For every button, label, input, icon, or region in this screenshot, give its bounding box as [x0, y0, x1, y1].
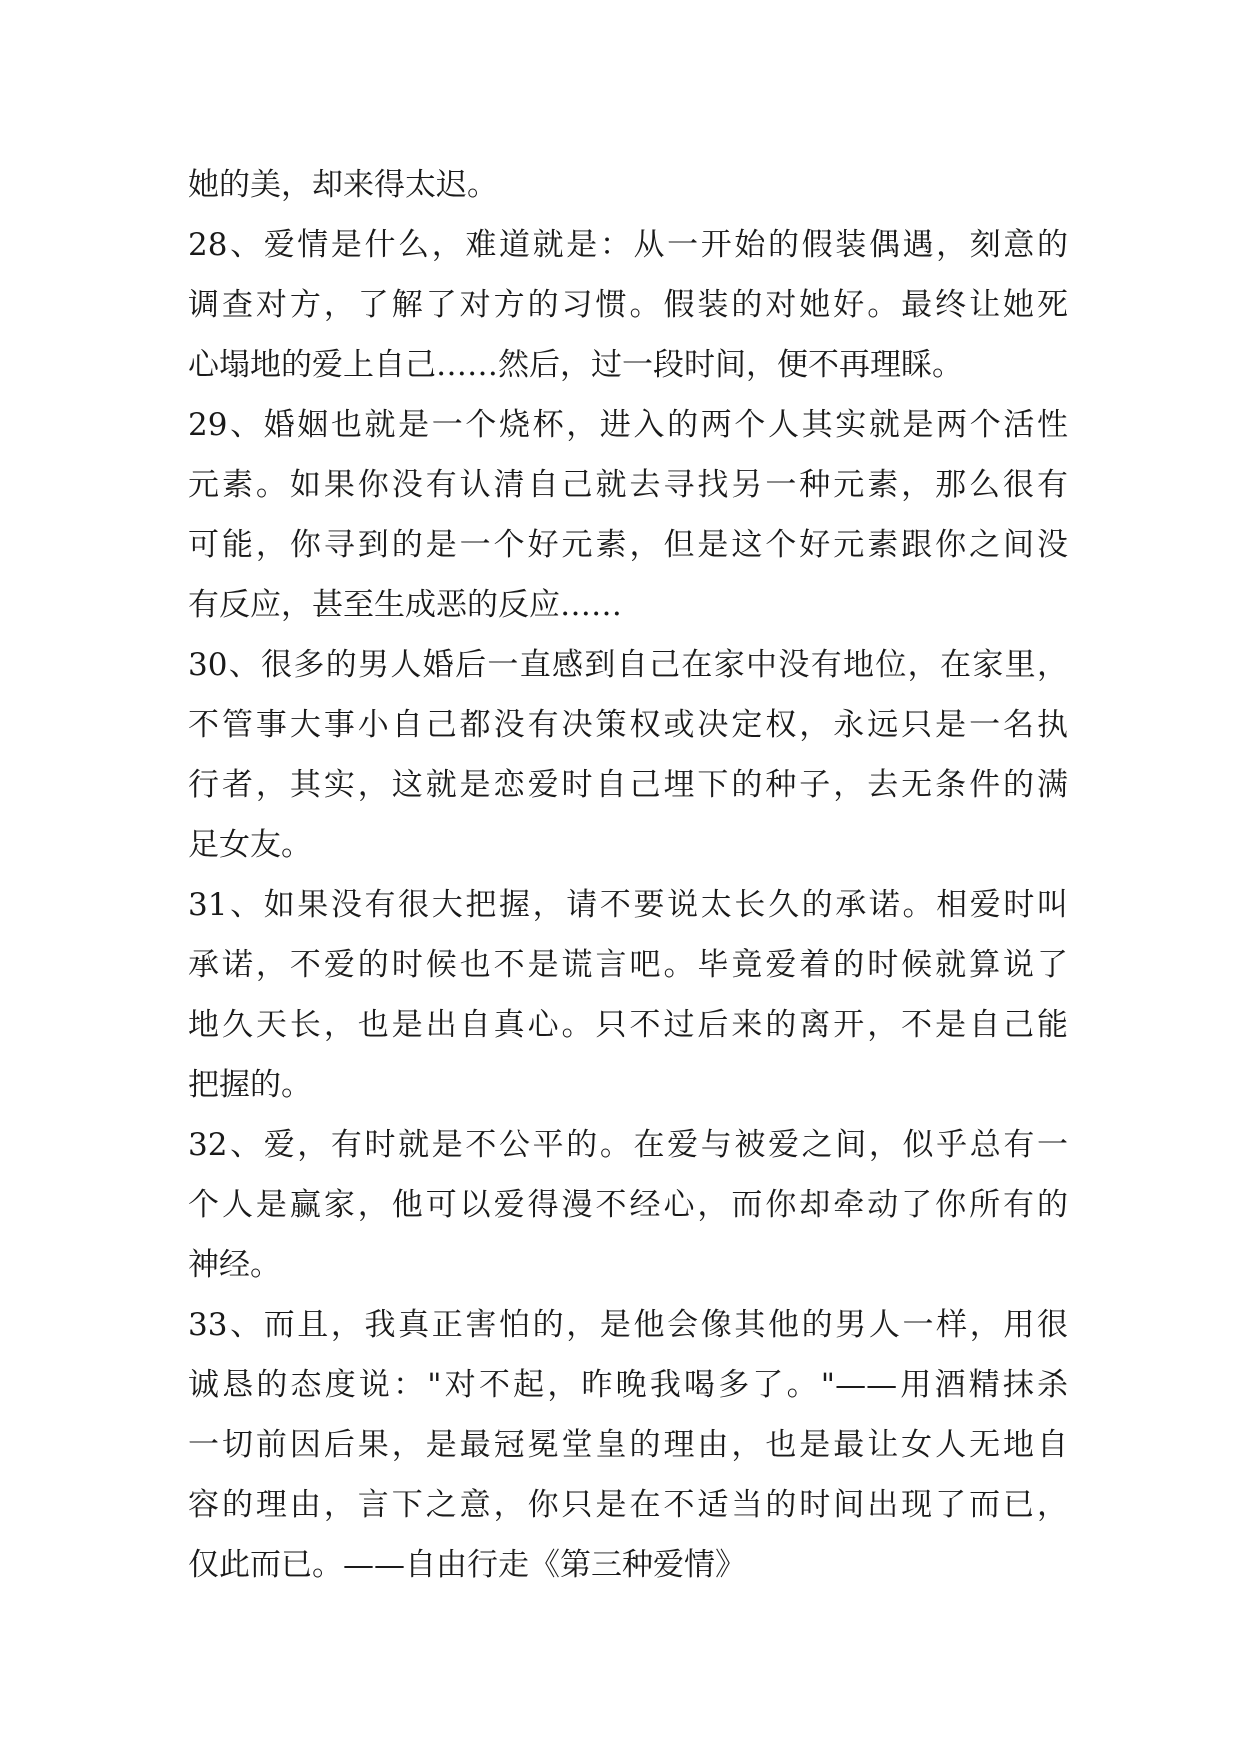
text-line: 29、婚姻也就是一个烧杯，进入的两个人其实就是两个活性: [188, 407, 1068, 443]
text-line: 30、很多的男人婚后一直感到自己在家中没有地位，在家里，: [188, 647, 1068, 683]
text-line: 地久天长，也是出自真心。只不过后来的离开，不是自己能: [188, 1007, 1068, 1043]
text-line: 把握的。: [188, 1067, 312, 1103]
text-line: 33、而且，我真正害怕的，是他会像其他的男人一样，用很: [188, 1307, 1068, 1343]
text-line: 行者，其实，这就是恋爱时自己埋下的种子，去无条件的满: [188, 767, 1068, 803]
text-line: 神经。: [188, 1247, 281, 1283]
text-line: 可能，你寻到的是一个好元素，但是这个好元素跟你之间没: [188, 527, 1068, 563]
text-line: 仅此而已。——自由行走《第三种爱情》: [188, 1547, 746, 1583]
text-line: 足女友。: [188, 827, 312, 863]
text-line: 一切前因后果，是最冠冕堂皇的理由，也是最让女人无地自: [188, 1427, 1068, 1463]
text-line: 31、如果没有很大把握，请不要说太长久的承诺。相爱时叫: [188, 887, 1068, 923]
text-line: 个人是赢家，他可以爱得漫不经心，而你却牵动了你所有的: [188, 1187, 1068, 1223]
text-line: 她的美，却来得太迟。: [188, 167, 498, 203]
text-line: 承诺，不爱的时候也不是谎言吧。毕竟爱着的时候就算说了: [188, 947, 1068, 983]
text-line: 不管事大事小自己都没有决策权或决定权，永远只是一名执: [188, 707, 1068, 743]
text-line: 诚恳的态度说："对不起，昨晚我喝多了。"——用酒精抹杀: [188, 1367, 1068, 1403]
text-line: 调查对方，了解了对方的习惯。假装的对她好。最终让她死: [188, 287, 1068, 323]
text-line: 28、爱情是什么，难道就是：从一开始的假装偶遇，刻意的: [188, 227, 1068, 263]
text-line: 心塌地的爱上自己……然后，过一段时间，便不再理睬。: [188, 347, 963, 383]
text-line: 容的理由，言下之意，你只是在不适当的时间出现了而已，: [188, 1487, 1068, 1523]
text-line: 32、爱，有时就是不公平的。在爱与被爱之间，似乎总有一: [188, 1127, 1068, 1163]
text-line: 有反应，甚至生成恶的反应……: [188, 587, 622, 623]
body-text: [188, 155, 1068, 1595]
text-line: 元素。如果你没有认清自己就去寻找另一种元素，那么很有: [188, 467, 1068, 503]
